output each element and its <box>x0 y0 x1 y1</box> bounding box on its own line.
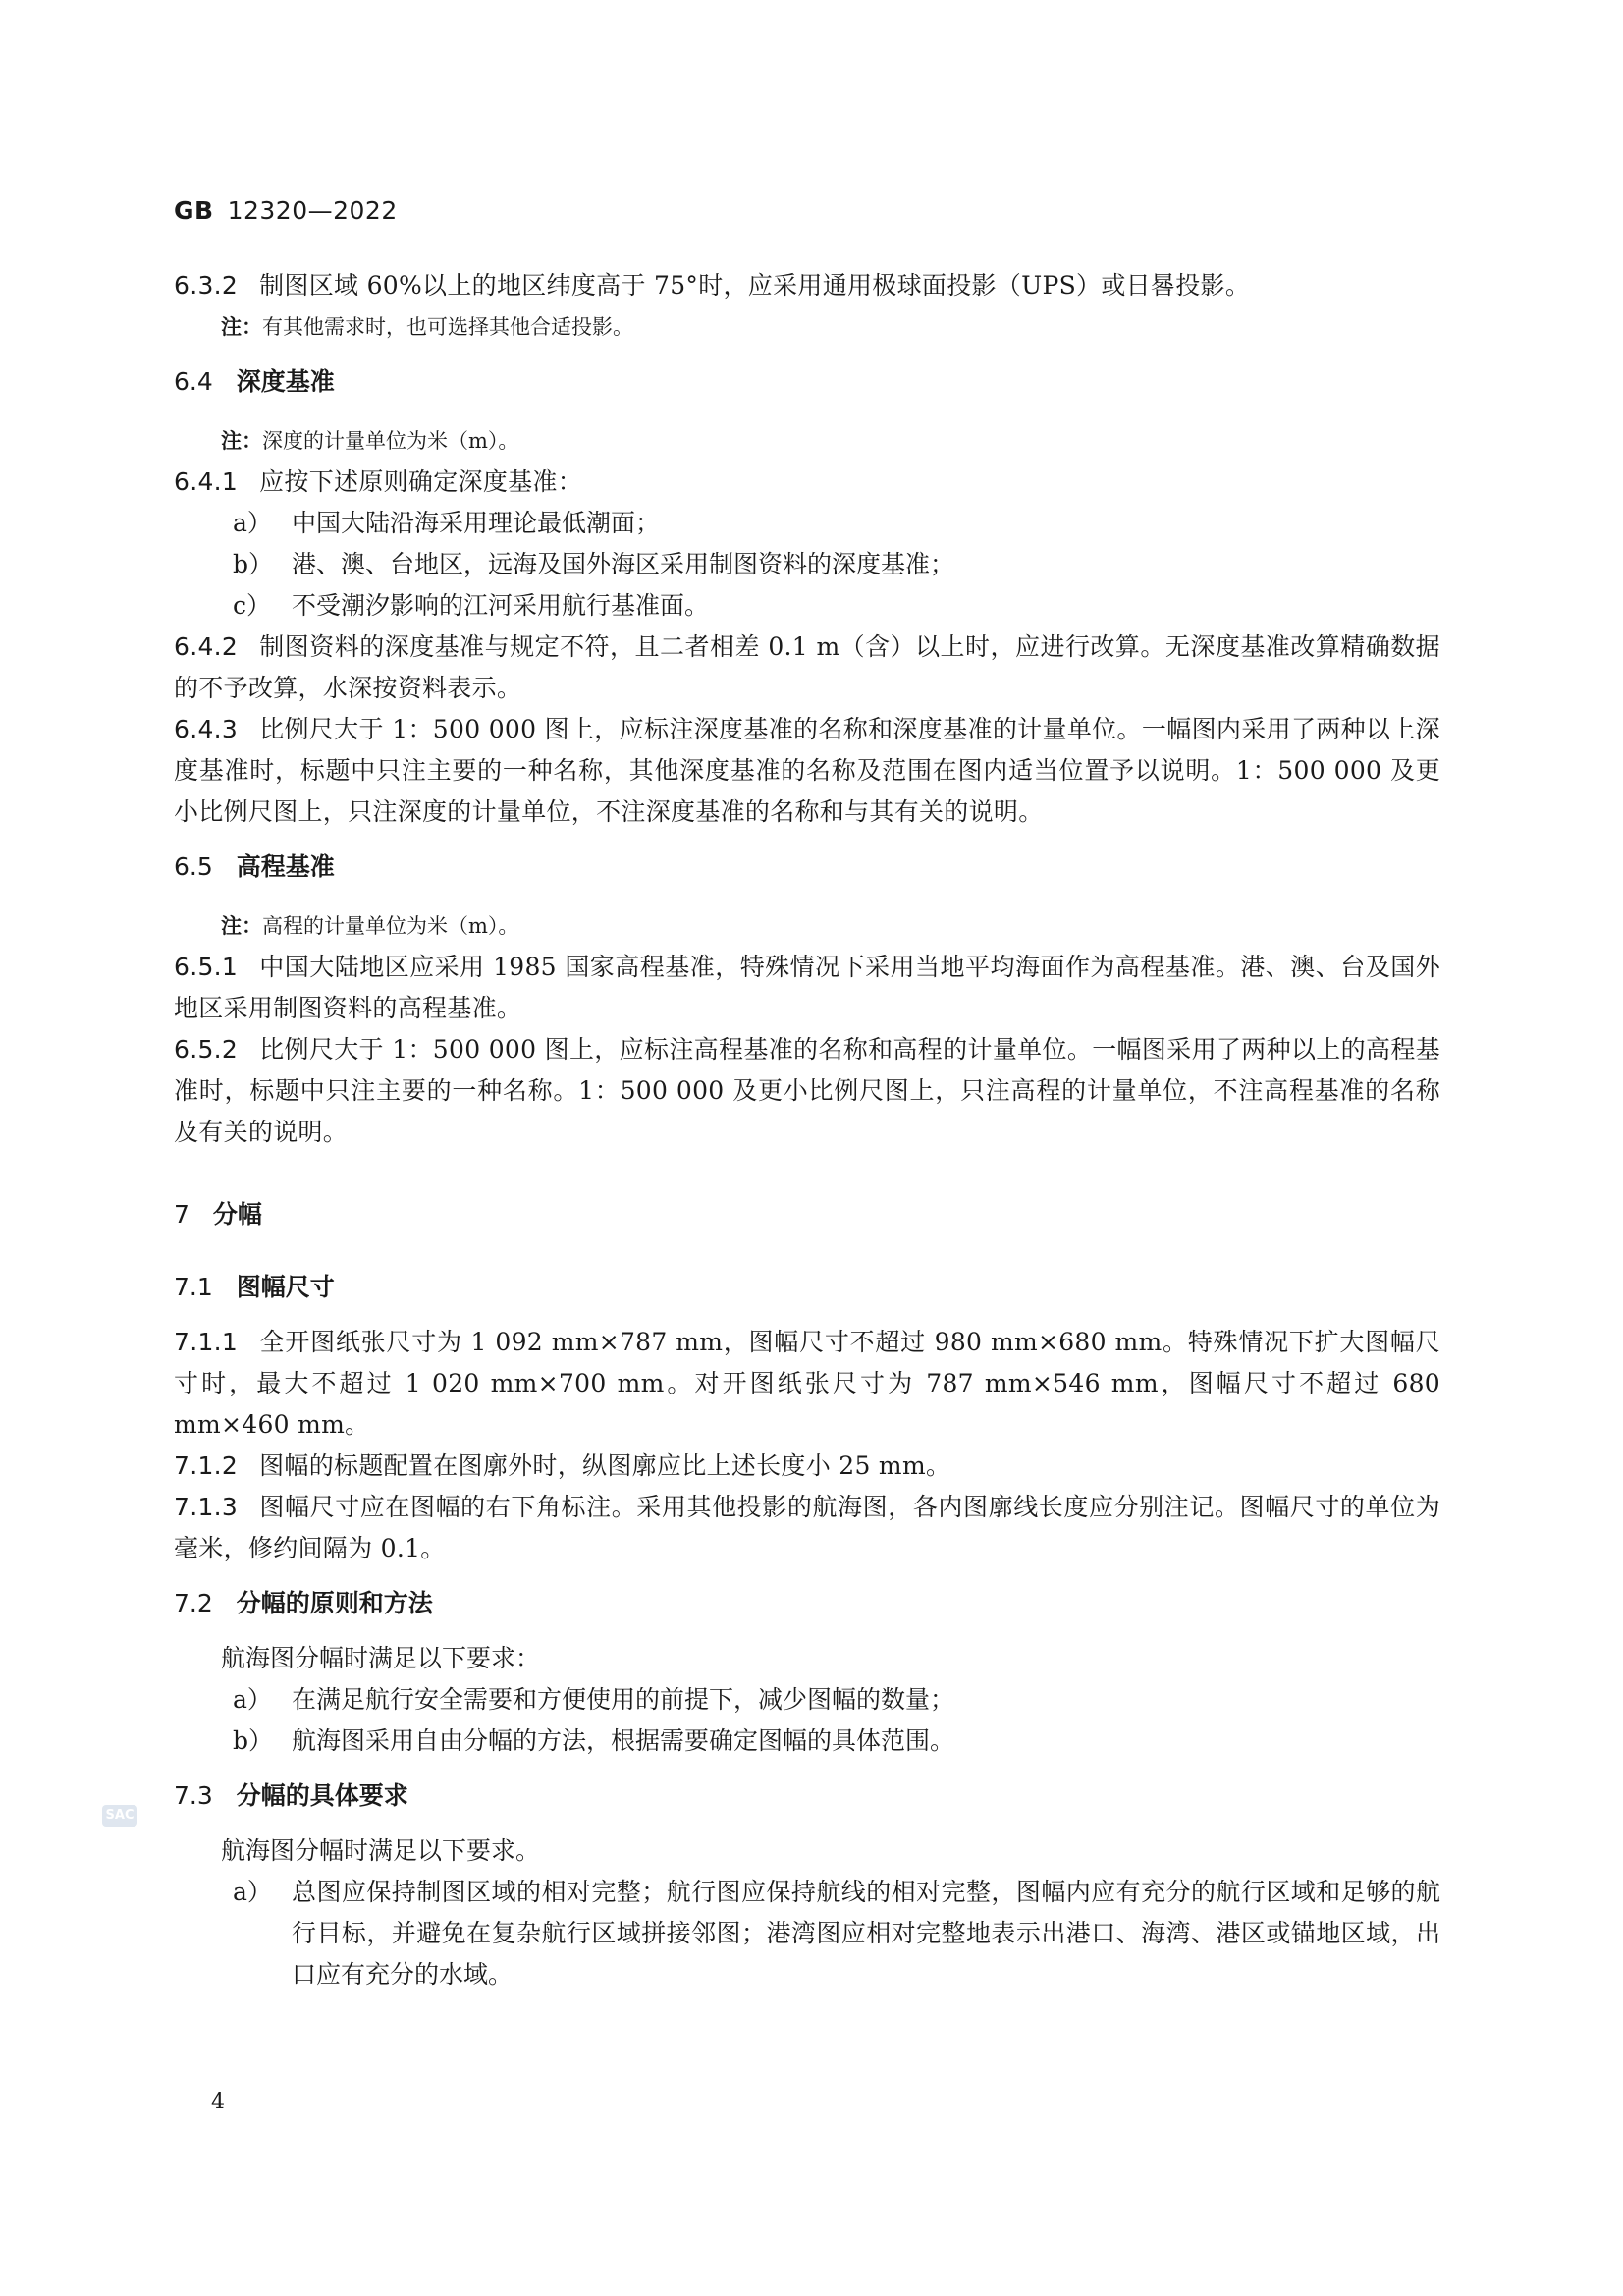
clause-6-3-2: 6.3.2 制图区域 60%以上的地区纬度高于 75°时，应采用通用极球面投影（UPS）或日晷投影。 <box>174 271 1251 300</box>
heading-7: 7 分幅 <box>174 1200 262 1229</box>
document-body <box>174 265 1440 1995</box>
list-item: a） 总图应保持制图区域的相对完整；航行图应保持航线的相对完整，图幅内应有充分的航行区域和足够的航行目标，并避免在复杂航行区域拼接邻图；港湾图应相对完整地表示出港口、海湾、港区或锚地区域，出口应有充分的水域。 <box>233 1878 1440 1989</box>
page-number: 4 <box>211 2090 225 2114</box>
heading-7-2: 7.2 分幅的原则和方法 <box>174 1589 433 1617</box>
clause-7-1-3: 7.1.3 图幅尺寸应在图幅的右下角标注。采用其他投影的航海图，各内图廓线长度应分别注记。图幅尺寸的单位为毫米，修约间隔为 0.1。 <box>174 1493 1440 1562</box>
clause-6-5-2: 6.5.2 比例尺大于 1：500 000 图上，应标注高程基准的名称和高程的计量单位。一幅图采用了两种以上的高程基准时，标题中只注主要的一种名称。1：500 000 及更小比例尺图上，只注高程的计量单位，不注高程基准的名称及有关的说明。 <box>174 1035 1440 1146</box>
clause-6-4-2: 6.4.2 制图资料的深度基准与规定不符，且二者相差 0.1 m（含）以上时，应进行改算。无深度基准改算精确数据的不予改算，水深按资料表示。 <box>174 632 1440 702</box>
heading-6-4: 6.4 深度基准 <box>174 367 335 396</box>
list-item: a） 在满足航行安全需要和方便使用的前提下，减少图幅的数量； <box>233 1685 955 1714</box>
clause-7-1-2: 7.1.2 图幅的标题配置在图廓外时，纵图廓应比上述长度小 25 mm。 <box>174 1451 951 1480</box>
clause-7-1-1: 7.1.1 全开图纸张尺寸为 1 092 mm×787 mm，图幅尺寸不超过 980 mm×680 mm。特殊情况下扩大图幅尺寸时，最大不超过 1 020 mm×700 mm。对开图纸张尺寸为 787 mm×546 mm，图幅尺寸不超过 680 mm×460 mm。 <box>174 1328 1440 1439</box>
heading-7-3: 7.3 分幅的具体要求 <box>174 1781 408 1810</box>
clause-6-4-3: 6.4.3 比例尺大于 1：500 000 图上，应标注深度基准的名称和深度基准的计量单位。一幅图内采用了两种以上深度基准时，标题中只注主要的一种名称，其他深度基准的名称及范围在图内适当位置予以说明。1：500 000 及更小比例尺图上，只注深度的计量单位，不注深度基准的名称和与其有关的说明。 <box>174 715 1440 826</box>
watermark-logo: SAC <box>102 1805 137 1827</box>
note: 注：有其他需求时，也可选择其他合适投影。 <box>221 315 633 339</box>
list-item: b） 港、澳、台地区，远海及国外海区采用制图资料的深度基准； <box>233 550 955 578</box>
clause-6-4-1: 6.4.1 应按下述原则确定深度基准： <box>174 467 583 496</box>
note: 注：高程的计量单位为米（m）。 <box>221 914 519 938</box>
note: 注：深度的计量单位为米（m）。 <box>221 429 519 453</box>
paragraph: 航海图分幅时满足以下要求： <box>221 1644 541 1672</box>
standard-number: 12320—2022 <box>227 196 398 225</box>
gb-label: GB <box>174 196 214 225</box>
standard-code <box>174 196 398 225</box>
clause-6-5-1: 6.5.1 中国大陆地区应采用 1985 国家高程基准，特殊情况下采用当地平均海面作为高程基准。港、澳、台及国外地区采用制图资料的高程基准。 <box>174 953 1440 1022</box>
list-item: c） 不受潮汐影响的江河采用航行基准面。 <box>233 591 710 620</box>
list-item: b） 航海图采用自由分幅的方法，根据需要确定图幅的具体范围。 <box>233 1726 955 1755</box>
list-item: a） 中国大陆沿海采用理论最低潮面； <box>233 509 661 537</box>
heading-7-1: 7.1 图幅尺寸 <box>174 1273 335 1301</box>
heading-6-5: 6.5 高程基准 <box>174 852 335 881</box>
paragraph: 航海图分幅时满足以下要求。 <box>221 1836 541 1865</box>
